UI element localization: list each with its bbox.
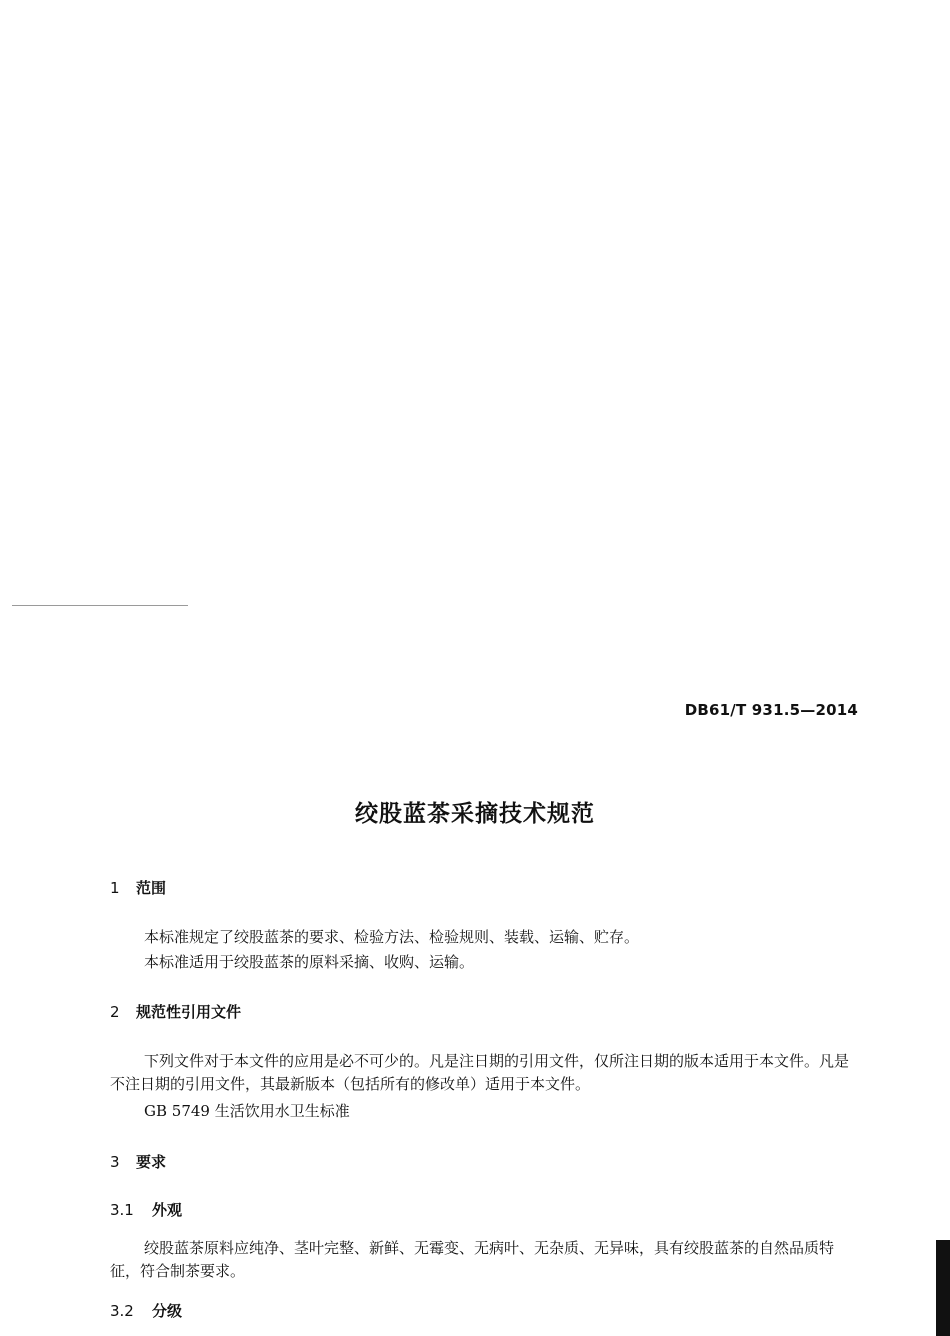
section-number: 2 xyxy=(110,1003,120,1021)
section-2-heading xyxy=(110,1001,241,1022)
section-number: 1 xyxy=(110,879,120,897)
section-title: 外观 xyxy=(152,1201,183,1219)
section-title: 分级 xyxy=(152,1302,183,1320)
normative-reference: GB 5749 生活饮用水卫生标准 xyxy=(144,1102,350,1120)
document-title: 绞股蓝茶采摘技术规范 xyxy=(355,801,595,827)
section-3-1-heading xyxy=(110,1199,182,1220)
section-3-heading xyxy=(110,1151,166,1172)
section-number: 3.1 xyxy=(110,1201,134,1219)
section-title: 规范性引用文件 xyxy=(136,1003,242,1021)
section-title: 范围 xyxy=(136,879,167,897)
section-3-1-paragraph: 绞股蓝茶原料应纯净、茎叶完整、新鲜、无霉变、无病叶、无杂质、无异味，具有绞股蓝茶的自然品质特征，符合制茶要求。 xyxy=(110,1239,835,1280)
section-1-paragraph-1: 本标准规定了绞股蓝茶的要求、检验方法、检验规则、装载、运输、贮存。 xyxy=(144,928,640,946)
section-3-2-heading xyxy=(110,1300,182,1321)
section-title: 要求 xyxy=(136,1153,167,1171)
scan-edge-mark xyxy=(936,1240,950,1336)
standard-code: DB61/T 931.5—2014 xyxy=(684,701,858,719)
section-1-heading xyxy=(110,877,166,898)
section-number: 3.2 xyxy=(110,1302,134,1320)
section-2-paragraph-1: 下列文件对于本文件的应用是必不可少的。凡是注日期的引用文件，仅所注日期的版本适用于本文件。凡是不注日期的引用文件，其最新版本（包括所有的修改单）适用于本文件。 xyxy=(110,1052,850,1093)
section-number: 3 xyxy=(110,1153,120,1171)
section-1-paragraph-2: 本标准适用于绞股蓝茶的原料采摘、收购、运输。 xyxy=(144,953,475,971)
separator-line xyxy=(12,605,188,606)
